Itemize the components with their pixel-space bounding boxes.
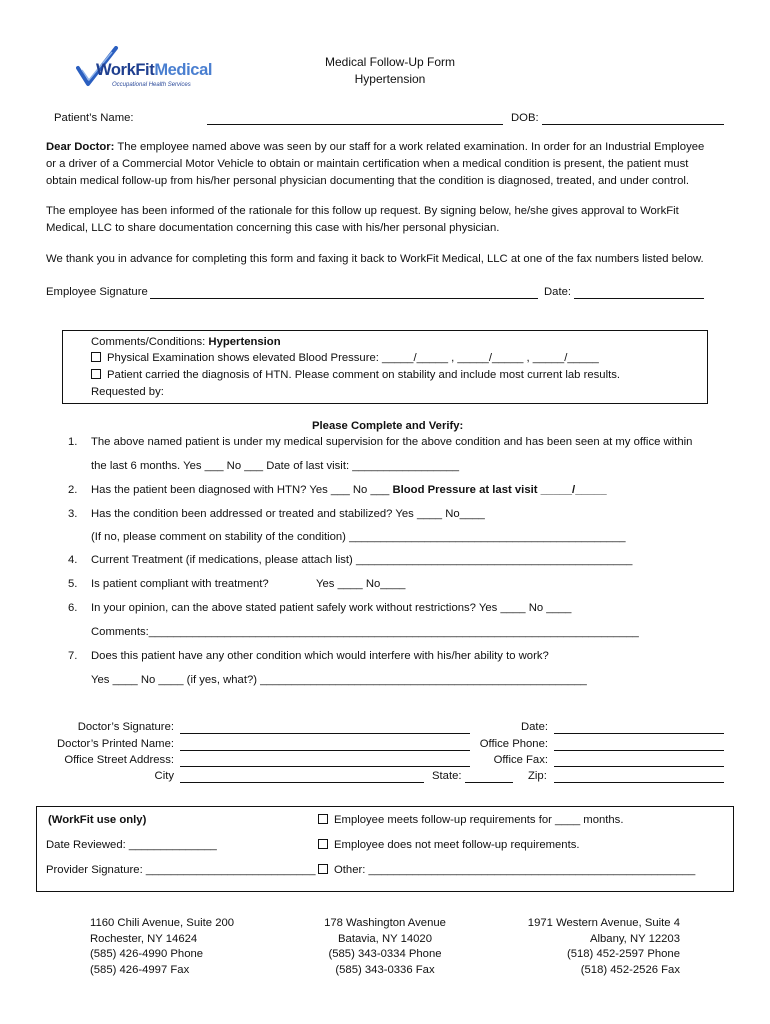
logo-tagline: Occupational Health Services (112, 82, 191, 88)
office-batavia: 178 Washington Avenue Batavia, NY 14020 (585) 343-0334 Phone (585) 343-0336 Fax (324, 917, 446, 976)
does-not-meet-option[interactable]: Employee does not meet follow-up requirements. (318, 839, 580, 851)
q1-number: 1. (68, 436, 78, 448)
q3-comment-field[interactable]: (If no, please comment on stability of the condition) ____________________________________________ (91, 531, 626, 543)
q4-number: 4. (68, 554, 78, 566)
employee-date-field[interactable] (574, 298, 704, 299)
dob-label: DOB: (511, 112, 539, 124)
q5-text: Is patient compliant with treatment? (91, 578, 269, 590)
doctor-signature-label: Doctor’s Signature: (77, 721, 174, 733)
verify-heading: Please Complete and Verify: (312, 420, 464, 432)
doctor-printed-name-field[interactable] (180, 750, 470, 751)
q7-answers[interactable]: Yes ____ No ____ (if yes, what?) ____________________________________________________ (91, 674, 587, 686)
comments-conditions-label: Comments/Conditions: Hypertension (91, 336, 281, 348)
workfit-logo (76, 42, 236, 94)
other-option[interactable]: Other: ____________________________________________________ (318, 864, 695, 876)
meets-requirements-checkbox[interactable] (318, 814, 328, 824)
doctor-date-label: Date: (520, 721, 548, 733)
office-fax-field[interactable] (554, 766, 724, 767)
dob-field[interactable] (542, 124, 724, 125)
requested-by-label: Requested by: (91, 386, 164, 398)
q7-text: Does this patient have any other condition which would interfere with his/her ability to work? (91, 650, 549, 662)
elevated-bp-item[interactable]: Physical Examination shows elevated Blood Pressure: _____/_____ , _____/_____ , _____/_____ (91, 352, 599, 364)
q2-text[interactable]: Has the patient been diagnosed with HTN? Yes ___ No ___ Blood Pressure at last visit _____/_____ (91, 484, 607, 496)
doctor-signature-field[interactable] (180, 733, 470, 734)
htn-diagnosis-item[interactable]: Patient carried the diagnosis of HTN. Please comment on stability and include most current lab results. (91, 369, 620, 381)
date-reviewed-field[interactable]: Date Reviewed: ______________ (46, 839, 217, 851)
intro-line-3: obtain medical follow-up from his/her personal physician documenting that the condition is diagnosed, treated, and under control. (46, 175, 690, 187)
logo-wordmark: WorkFitMedical (96, 61, 213, 79)
meets-requirements-option[interactable]: Employee meets follow-up requirements for ____ months. (318, 814, 623, 826)
q3-number: 3. (68, 508, 78, 520)
patient-name-label: Patient’s Name: (54, 112, 134, 124)
provider-signature-field[interactable]: Provider Signature: ___________________________ (46, 864, 316, 876)
q6-comments-field[interactable]: Comments:______________________________________________________________________________ (91, 626, 639, 638)
office-phone-label: Office Phone: (479, 738, 548, 750)
q2-number: 2. (68, 484, 78, 496)
patient-name-field[interactable] (207, 124, 503, 125)
consent-line-1: The employee has been informed of the rationale for this follow up request. By signing below, he/she gives approval to WorkFit (46, 205, 679, 217)
office-phone-field[interactable] (554, 750, 724, 751)
htn-diagnosis-checkbox[interactable] (91, 369, 101, 379)
city-field[interactable] (180, 782, 424, 783)
doctor-date-field[interactable] (554, 733, 724, 734)
consent-line-2: Medical, LLC to share documentation concerning this case with his/her personal physician. (46, 222, 500, 234)
intro-line-2: or a driver of a Commercial Motor Vehicle to obtain or maintain certification when a medical condition is present, the patient must (46, 158, 689, 170)
state-field[interactable] (465, 782, 513, 783)
employee-signature-field[interactable] (150, 298, 538, 299)
q6-text[interactable]: In your opinion, can the above stated patient safely work without restrictions? Yes ____ No ____ (91, 602, 572, 614)
q5-answers[interactable]: Yes ____ No____ (316, 578, 406, 590)
q5-number: 5. (68, 578, 78, 590)
q4-text[interactable]: Current Treatment (if medications, please attach list) ____________________________________________ (91, 554, 633, 566)
q6-number: 6. (68, 602, 78, 614)
office-street-label: Office Street Address: (64, 754, 174, 766)
office-street-field[interactable] (180, 766, 470, 767)
employee-date-label: Date: (544, 286, 572, 298)
form-subtitle: Hypertension (354, 72, 426, 86)
office-rochester: 1160 Chili Avenue, Suite 200 Rochester, NY 14624 (585) 426-4990 Phone (585) 426-4997 Fax (90, 917, 235, 976)
zip-label: Zip: (528, 770, 547, 782)
intro-line-1: Dear Doctor: The employee named above was seen by our staff for a work related examination. In order for an Industrial Employee (46, 141, 705, 153)
office-fax-label: Office Fax: (493, 754, 548, 766)
q1-text: The above named patient is under my medical supervision for the above condition and has been seen at my office within (91, 436, 693, 448)
q1-answers[interactable]: the last 6 months. Yes ___ No ___ Date of last visit: _________________ (91, 460, 460, 472)
form-title: Medical Follow-Up Form (324, 55, 456, 69)
q3-text[interactable]: Has the condition been addressed or treated and stabilized? Yes ____ No____ (91, 508, 485, 520)
employee-signature-label: Employee Signature (46, 286, 148, 298)
elevated-bp-checkbox[interactable] (91, 352, 101, 362)
zip-field[interactable] (554, 782, 724, 783)
thanks-paragraph: We thank you in advance for completing this form and faxing it back to WorkFit Medical, LLC at one of the fax numbers listed below. (46, 253, 704, 265)
office-albany: 1971 Western Avenue, Suite 4 Albany, NY 12203 (518) 452-2597 Phone (518) 452-2526 Fax (527, 917, 680, 976)
other-checkbox[interactable] (318, 864, 328, 874)
does-not-meet-checkbox[interactable] (318, 839, 328, 849)
city-label: City (154, 770, 174, 782)
doctor-printed-name-label: Doctor’s Printed Name: (57, 738, 174, 750)
q7-number: 7. (68, 650, 78, 662)
workfit-use-heading: (WorkFit use only) (48, 814, 147, 826)
state-label: State: (432, 770, 462, 782)
